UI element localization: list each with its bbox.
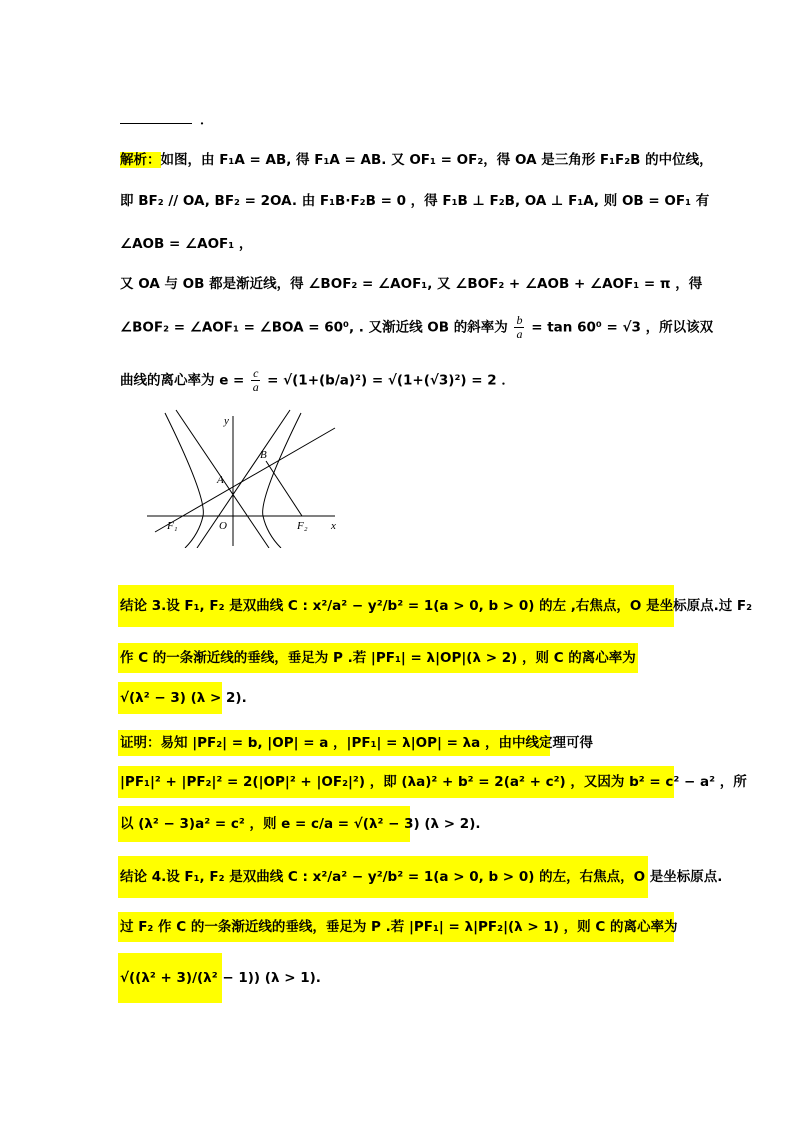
solution-text-6a: 曲线的离心率为 e = (120, 372, 245, 389)
solution-text-1: 如图，由 F₁A = AB, 得 F₁A = AB. 又 OF₁ = OF₂，得 OA 是三角形 F₁F₂B 的中位线， (160, 152, 713, 168)
solution-text-6b: = √(1+(b/a)²) = √(1+(√3)²) = 2 ． (267, 372, 515, 389)
answer-blank (120, 111, 192, 124)
conclusion3-line-3: √(λ² − 3) (λ > 2). (120, 690, 247, 706)
label-b: B (260, 449, 267, 461)
solution-line-6 (120, 367, 515, 394)
hyperbola-figure (145, 408, 345, 548)
proof3-line-3: 以 (λ² − 3)a² = c² ，则 e = c/a = √(λ² − 3) (λ > 2). (120, 816, 481, 832)
conclusion4-line-3: √((λ² + 3)/(λ² − 1)) (λ > 1). (120, 970, 321, 986)
conclusion4-line-2: 过 F₂ 作 C 的一条渐近线的垂线，垂足为 P .若 |PF₁| = λ|PF₂|(λ > 1) ，则 C 的离心率为 (120, 919, 678, 935)
label-a: A (217, 474, 224, 486)
hyperbola-right-branch (263, 413, 301, 548)
fraction-denominator: a (516, 327, 523, 341)
fraction-denominator: a (252, 380, 259, 394)
fraction-numerator: c (253, 366, 259, 380)
label-y: y (224, 415, 229, 427)
label-f2: F₂ (297, 520, 308, 532)
conclusion3-line-2: 作 C 的一条渐近线的垂线，垂足为 P .若 |PF₁| = λ|OP|(λ > 2) ，则 C 的离心率为 (120, 650, 636, 666)
solution-text-5a: ∠BOF₂ = ∠AOF₁ = ∠BOA = 60⁰, . 又渐近线 OB 的斜率为 (120, 319, 508, 336)
solution-line-1 (120, 150, 713, 170)
label-o: O (219, 520, 227, 532)
segment-bf2 (266, 461, 302, 516)
solution-line-2: 即 BF₂ // OA, BF₂ = 2OA. 由 F₁B·F₂B = 0 ，得 F₁B ⊥ F₂B, OA ⊥ F₁A, 则 OB = OF₁ 有 (120, 193, 710, 209)
proof3-line-2: |PF₁|² + |PF₂|² = 2(|OP|² + |OF₂|²) ，即 (λa)² + b² = 2(a² + c²) ，又因为 b² = c² − a² ，所 (120, 774, 747, 790)
eccentricity-fraction (251, 367, 260, 394)
slope-fraction (514, 314, 524, 341)
asymptote-ob (197, 410, 290, 548)
solution-line-4: 又 OA 与 OB 都是渐近线，得 ∠BOF₂ = ∠AOF₁, 又 ∠BOF₂ + ∠AOB + ∠AOF₁ = π ，得 (120, 276, 703, 292)
blank-dot: ． (200, 113, 214, 128)
solution-text-5b: = tan 60⁰ = √3 ，所以该双 (531, 319, 714, 336)
solution-label: 解析： (120, 152, 161, 168)
conclusion3-line-1: 结论 3.设 F₁, F₂ 是双曲线 C : x²/a² − y²/b² = 1(a > 0, b > 0) 的左 ,右焦点，O 是坐标原点.过 F₂ (120, 598, 753, 614)
solution-line-5 (120, 314, 713, 341)
label-x: x (331, 520, 336, 532)
fraction-numerator: b (516, 313, 523, 327)
conclusion4-line-1: 结论 4.设 F₁, F₂ 是双曲线 C : x²/a² − y²/b² = 1(a > 0, b > 0) 的左，右焦点，O 是坐标原点. (120, 869, 723, 885)
proof3-line-1: 证明：易知 |PF₂| = b, |OP| = a ，|PF₁| = λ|OP| = λa ，由中线定理可得 (120, 735, 593, 751)
solution-line-3: ∠AOB = ∠AOF₁ ， (120, 236, 253, 252)
label-f1: F₁ (167, 520, 178, 532)
